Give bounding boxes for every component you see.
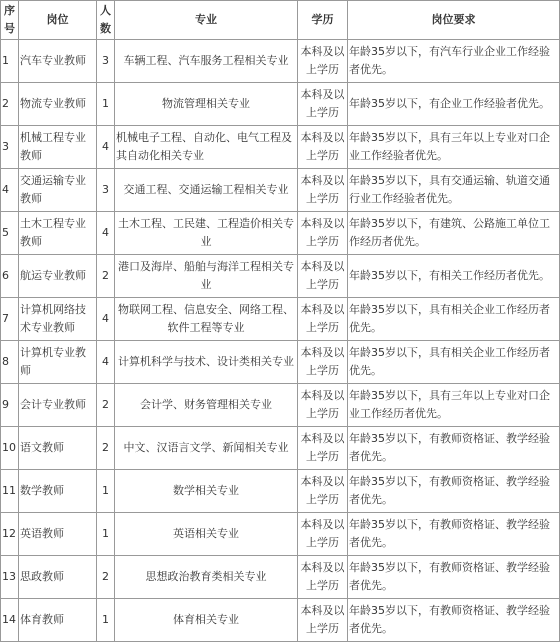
- cell-index: 3: [1, 126, 19, 169]
- cell-count: 4: [97, 212, 115, 255]
- cell-major: 车辆工程、汽车服务工程相关专业: [115, 40, 298, 83]
- cell-major: 中文、汉语言文学、新闻相关专业: [115, 427, 298, 470]
- cell-position: 土木工程专业教师: [19, 212, 97, 255]
- cell-education: 本科及以上学历: [298, 169, 348, 212]
- cell-education: 本科及以上学历: [298, 298, 348, 341]
- cell-position: 数学教师: [19, 470, 97, 513]
- cell-requirement: 年龄35岁以下，有教师资格证、教学经验者优先。: [348, 513, 560, 556]
- cell-position: 语文教师: [19, 427, 97, 470]
- cell-major: 土木工程、工民建、工程造价相关专业: [115, 212, 298, 255]
- header-major: 专业: [115, 1, 298, 40]
- table-row: [1, 83, 560, 126]
- cell-education: 本科及以上学历: [298, 212, 348, 255]
- header-count: 人数: [97, 1, 115, 40]
- cell-major: 会计学、财务管理相关专业: [115, 384, 298, 427]
- cell-position: 英语教师: [19, 513, 97, 556]
- cell-count: 4: [97, 298, 115, 341]
- cell-index: 11: [1, 470, 19, 513]
- table-row: [1, 599, 560, 642]
- table-row: [1, 255, 560, 298]
- header-education: 学历: [298, 1, 348, 40]
- cell-position: 计算机专业教师: [19, 341, 97, 384]
- cell-major: 英语相关专业: [115, 513, 298, 556]
- cell-requirement: 年龄35岁以下，具有相关企业工作经历者优先。: [348, 341, 560, 384]
- cell-count: 1: [97, 513, 115, 556]
- cell-major: 机械电子工程、自动化、电气工程及其自动化相关专业: [115, 126, 298, 169]
- cell-requirement: 年龄35岁以下，有教师资格证、教学经验者优先。: [348, 427, 560, 470]
- cell-major: 物联网工程、信息安全、网络工程、软件工程等专业: [115, 298, 298, 341]
- cell-requirement: 年龄35岁以下，具有相关企业工作经历者优先。: [348, 298, 560, 341]
- cell-count: 1: [97, 470, 115, 513]
- cell-count: 4: [97, 126, 115, 169]
- cell-position: 机械工程专业教师: [19, 126, 97, 169]
- cell-index: 4: [1, 169, 19, 212]
- table-row: [1, 212, 560, 255]
- cell-count: 3: [97, 40, 115, 83]
- cell-requirement: 年龄35岁以下，具有交通运输、轨道交通行业工作经验者优先。: [348, 169, 560, 212]
- table-row: [1, 126, 560, 169]
- cell-requirement: 年龄35岁以下，有建筑、公路施工单位工作经历者优先。: [348, 212, 560, 255]
- cell-education: 本科及以上学历: [298, 40, 348, 83]
- header-index: 序号: [1, 1, 19, 40]
- cell-count: 1: [97, 599, 115, 642]
- cell-major: 计算机科学与技术、设计类相关专业: [115, 341, 298, 384]
- cell-count: 2: [97, 427, 115, 470]
- cell-index: 14: [1, 599, 19, 642]
- cell-education: 本科及以上学历: [298, 255, 348, 298]
- cell-education: 本科及以上学历: [298, 470, 348, 513]
- cell-requirement: 年龄35岁以下，具有三年以上专业对口企业工作经验者优先。: [348, 126, 560, 169]
- cell-requirement: 年龄35岁以下，有教师资格证、教学经验者优先。: [348, 599, 560, 642]
- cell-count: 2: [97, 255, 115, 298]
- cell-position: 体育教师: [19, 599, 97, 642]
- cell-count: 3: [97, 169, 115, 212]
- cell-education: 本科及以上学历: [298, 83, 348, 126]
- cell-education: 本科及以上学历: [298, 513, 348, 556]
- cell-index: 8: [1, 341, 19, 384]
- table-row: [1, 513, 560, 556]
- table-row: [1, 556, 560, 599]
- table-header-row: [1, 1, 560, 40]
- cell-index: 7: [1, 298, 19, 341]
- cell-education: 本科及以上学历: [298, 384, 348, 427]
- table-row: [1, 40, 560, 83]
- cell-index: 5: [1, 212, 19, 255]
- table-row: [1, 427, 560, 470]
- cell-major: 港口及海岸、船舶与海洋工程相关专业: [115, 255, 298, 298]
- cell-index: 13: [1, 556, 19, 599]
- cell-requirement: 年龄35岁以下，有相关工作经历者优先。: [348, 255, 560, 298]
- cell-education: 本科及以上学历: [298, 599, 348, 642]
- cell-index: 6: [1, 255, 19, 298]
- cell-major: 体育相关专业: [115, 599, 298, 642]
- cell-index: 1: [1, 40, 19, 83]
- cell-education: 本科及以上学历: [298, 341, 348, 384]
- table-row: [1, 169, 560, 212]
- cell-education: 本科及以上学历: [298, 126, 348, 169]
- cell-major: 思想政治教育类相关专业: [115, 556, 298, 599]
- header-requirement: 岗位要求: [348, 1, 560, 40]
- table-row: [1, 384, 560, 427]
- cell-education: 本科及以上学历: [298, 427, 348, 470]
- table-row: [1, 470, 560, 513]
- cell-count: 2: [97, 384, 115, 427]
- cell-position: 航运专业教师: [19, 255, 97, 298]
- cell-requirement: 年龄35岁以下，有企业工作经验者优先。: [348, 83, 560, 126]
- cell-major: 物流管理相关专业: [115, 83, 298, 126]
- cell-count: 4: [97, 341, 115, 384]
- cell-index: 12: [1, 513, 19, 556]
- cell-position: 思政教师: [19, 556, 97, 599]
- cell-index: 10: [1, 427, 19, 470]
- cell-position: 会计专业教师: [19, 384, 97, 427]
- cell-index: 9: [1, 384, 19, 427]
- cell-requirement: 年龄35岁以下，有教师资格证、教学经验者优先。: [348, 470, 560, 513]
- cell-position: 汽车专业教师: [19, 40, 97, 83]
- cell-requirement: 年龄35岁以下，有汽车行业企业工作经验者优先。: [348, 40, 560, 83]
- header-position: 岗位: [19, 1, 97, 40]
- table-row: [1, 298, 560, 341]
- table-row: [1, 341, 560, 384]
- cell-count: 1: [97, 83, 115, 126]
- cell-requirement: 年龄35岁以下，有教师资格证、教学经验者优先。: [348, 556, 560, 599]
- cell-position: 交通运输专业教师: [19, 169, 97, 212]
- cell-education: 本科及以上学历: [298, 556, 348, 599]
- cell-requirement: 年龄35岁以下，具有三年以上专业对口企业工作经历者优先。: [348, 384, 560, 427]
- cell-major: 数学相关专业: [115, 470, 298, 513]
- cell-major: 交通工程、交通运输工程相关专业: [115, 169, 298, 212]
- cell-position: 物流专业教师: [19, 83, 97, 126]
- cell-index: 2: [1, 83, 19, 126]
- cell-position: 计算机网络技术专业教师: [19, 298, 97, 341]
- cell-count: 2: [97, 556, 115, 599]
